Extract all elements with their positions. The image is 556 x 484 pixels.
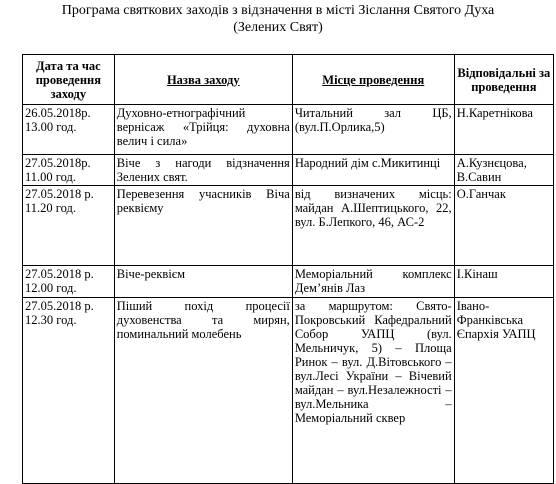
row-place: за маршрутом: Свято-Покровський Кафедральний Собор УАПЦ (вул. Мельничук, 5) – Площа Ринок – вул. Д.Вітовського – вул.Лесі України – Вічевий майдан – вул.Незалежності – вул.Мельника – Меморіальний сквер — [292, 298, 454, 484]
row-date: 27.05.2018 р. 12.00 год. — [23, 266, 115, 298]
row-place: від визначених місць: майдан А.Шептицького, 22, вул. Б.Лепкого, 46, АС-2 — [292, 186, 454, 266]
row-name: Перевезення учасників Віча реквієму — [114, 186, 292, 266]
row-name: Духовно-етнографічний вернісаж «Трійця: духовна велич і сила» — [114, 105, 292, 155]
header-date: Дата та час проведення заходу — [23, 55, 115, 105]
row-date: 27.05.2018 р. 11.20 год. — [23, 186, 115, 266]
row-date: 27.05.2018 р. 12.30 год. — [23, 298, 115, 484]
header-responsible: Відповідальні за проведення — [454, 55, 553, 105]
row-responsible: А.Кузнєцова, В.Савин — [454, 155, 553, 186]
title-line-1: Програма святкових заходів з відзначення в місті Зіслання Святого Духа — [61, 3, 495, 18]
row-responsible: Івано-Франківська Єпархія УАПЦ — [454, 298, 553, 484]
row-name: Піший похід процесії духовенства та мирян, поминальний молебень — [114, 298, 292, 484]
header-name: Назва заходу — [114, 55, 292, 105]
table-header-row — [23, 55, 554, 105]
row-responsible: Н.Каретнікова — [454, 105, 553, 155]
header-place: Місце проведення — [292, 55, 454, 105]
row-place: Читальний зал ЦБ, (вул.П.Орлика,5) — [292, 105, 454, 155]
row-name: Віче-реквієм — [114, 266, 292, 298]
row-responsible: О.Ганчак — [454, 186, 553, 266]
table-row — [23, 186, 554, 266]
table-row — [23, 155, 554, 186]
title-line-2: (Зелених Свят) — [233, 20, 323, 35]
row-date: 27.05.2018р. 11.00 год. — [23, 155, 115, 186]
document-title — [0, 2, 556, 36]
row-place: Меморіальний комплекс Дем’янів Лаз — [292, 266, 454, 298]
row-date: 26.05.2018р. 13.00 год. — [23, 105, 115, 155]
row-name: Віче з нагоди відзначення Зелених свят. — [114, 155, 292, 186]
events-table — [22, 54, 554, 484]
table-row — [23, 266, 554, 298]
row-responsible: І.Кінаш — [454, 266, 553, 298]
row-place: Народний дім с.Микитинці — [292, 155, 454, 186]
table-row — [23, 105, 554, 155]
table-row — [23, 298, 554, 484]
